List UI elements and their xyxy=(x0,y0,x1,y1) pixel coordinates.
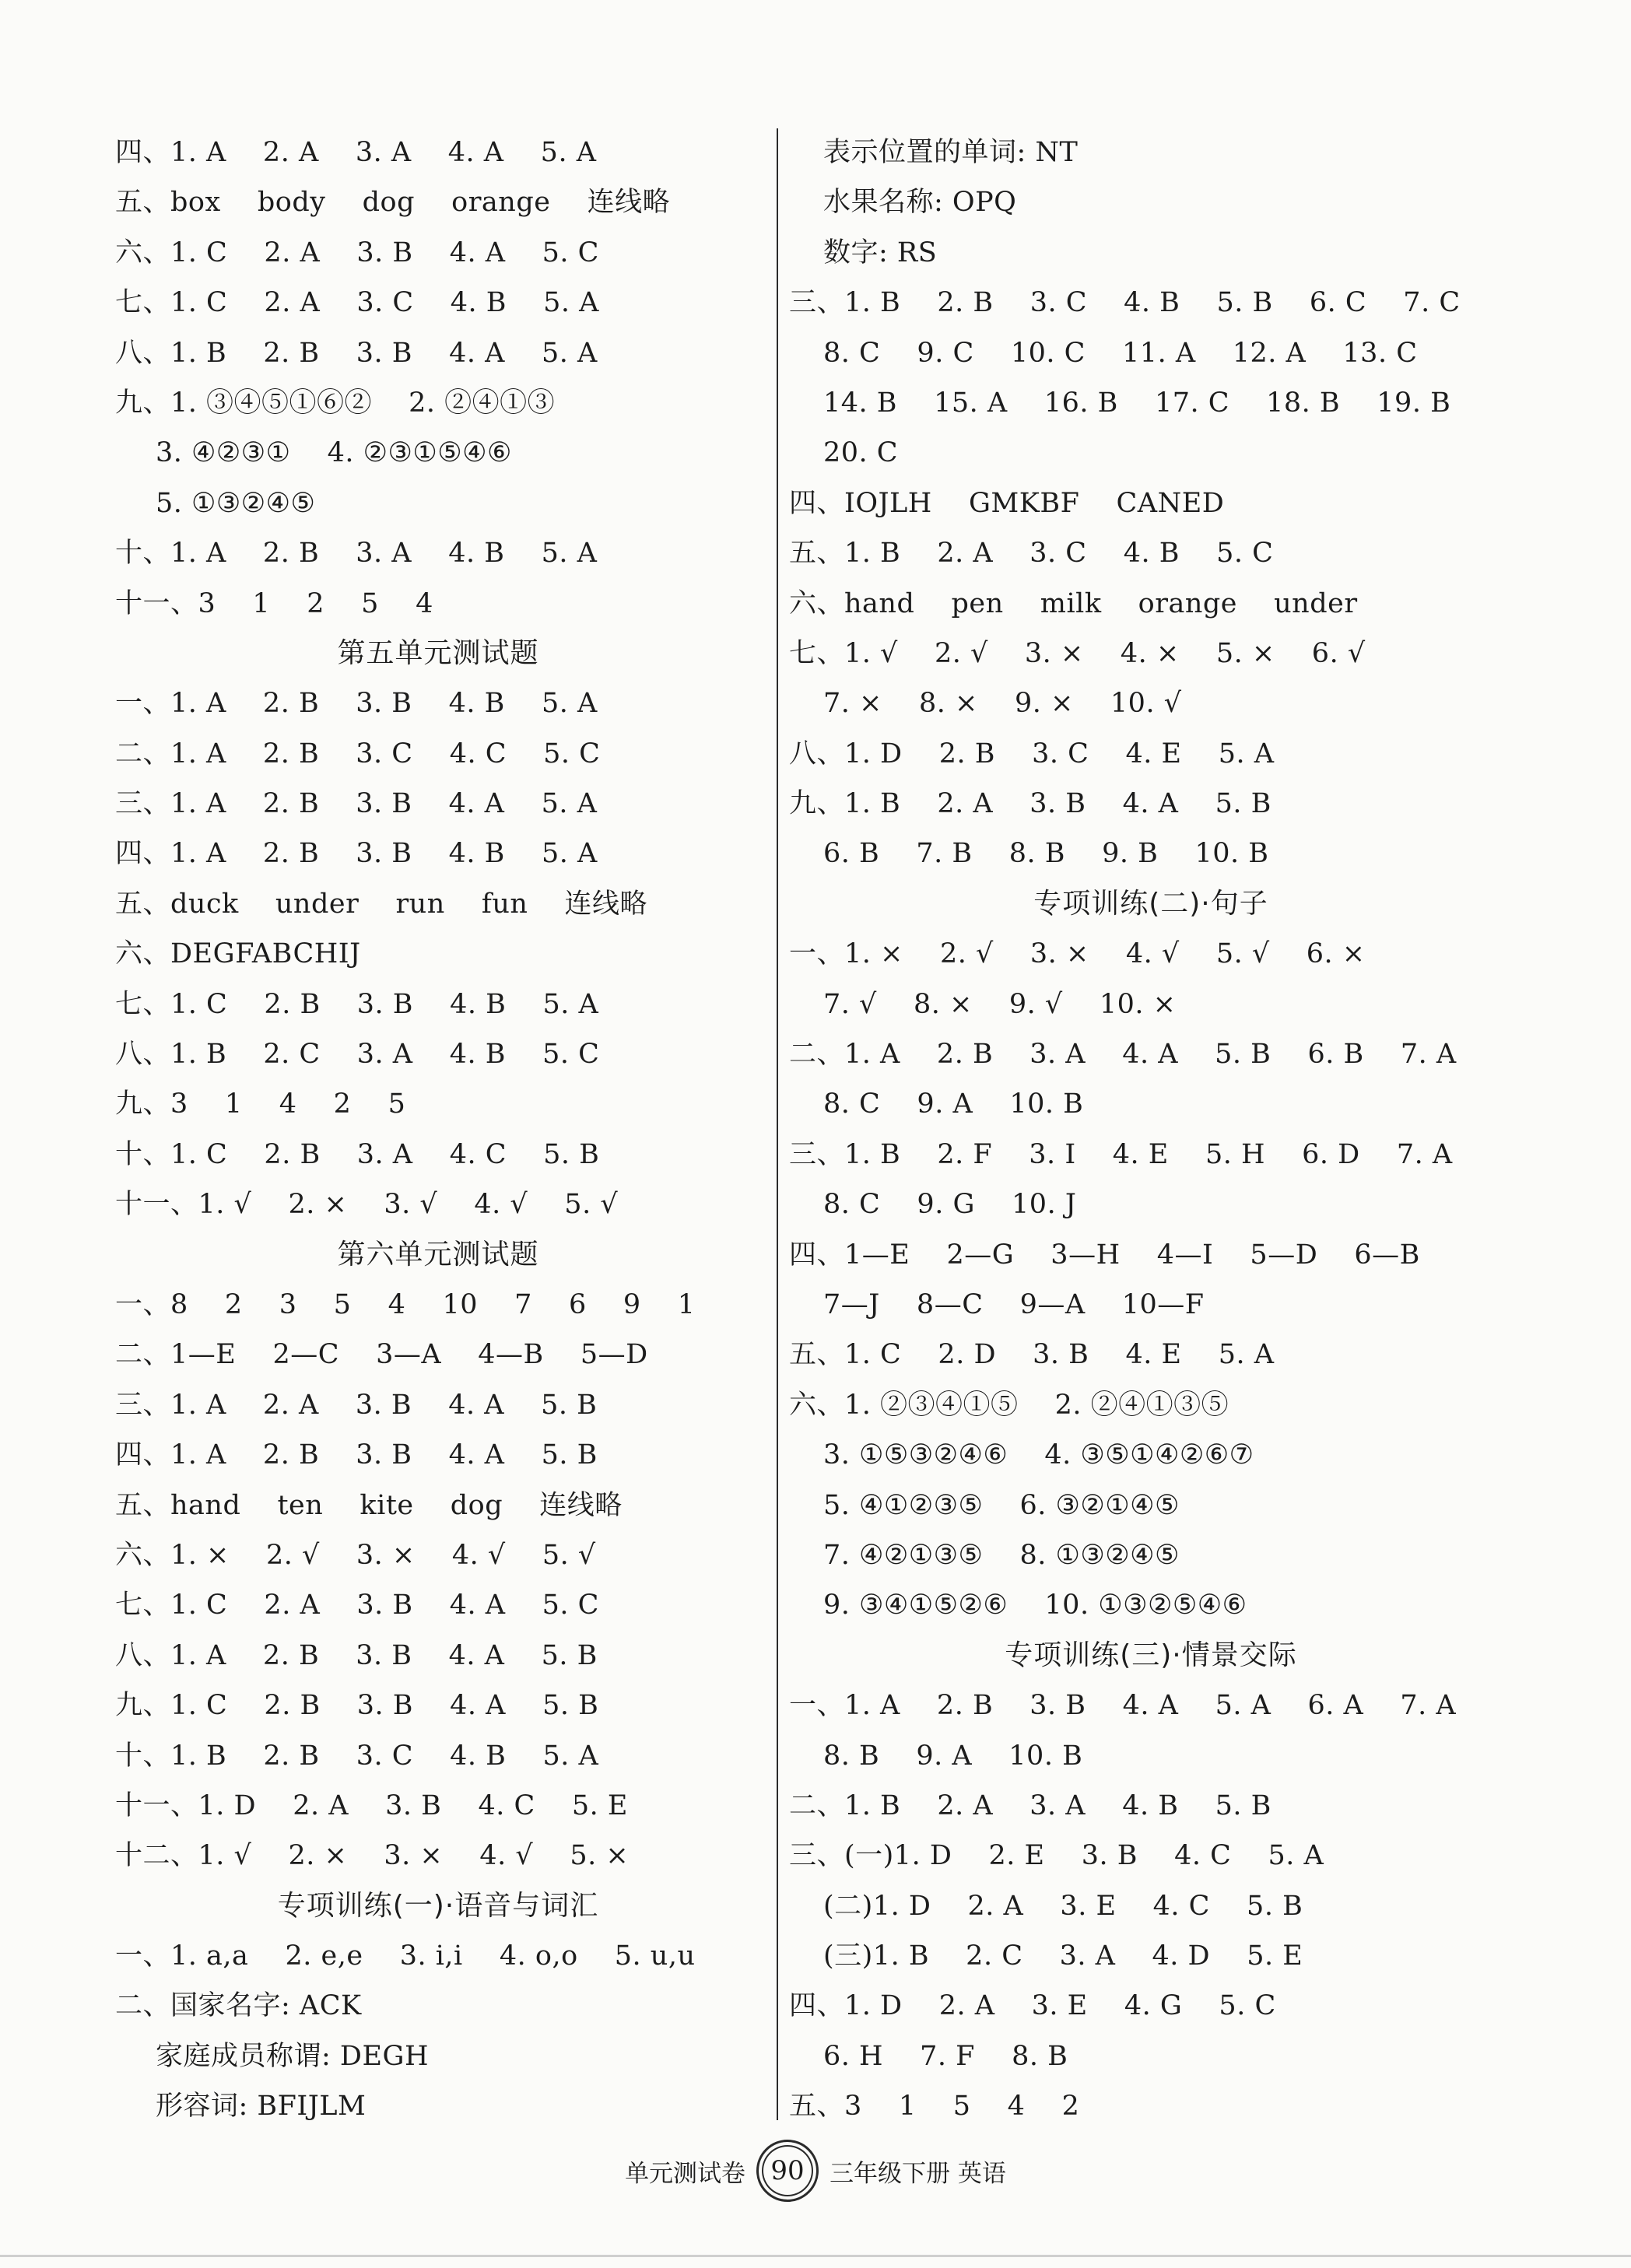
answer-line: 20. C xyxy=(823,437,899,469)
answer-line: 一、8 2 3 5 4 10 7 6 9 1 xyxy=(115,1288,696,1320)
answer-line: 十、1. C 2. B 3. A 4. C 5. B xyxy=(115,1138,600,1170)
section-heading: 第六单元测试题 xyxy=(337,1238,539,1271)
answer-line: 二、1. A 2. B 3. A 4. A 5. B 6. B 7. A xyxy=(789,1039,1457,1071)
answer-line: 二、1—E 2—C 3—A 4—B 5—D xyxy=(115,1339,648,1371)
section-heading: 专项训练(三)·情景交际 xyxy=(1005,1639,1297,1671)
answer-line: 八、1. B 2. C 3. A 4. B 5. C xyxy=(115,1039,600,1071)
answer-line: 7—J 8—C 9—A 10—F xyxy=(823,1288,1205,1320)
right-answer-column xyxy=(789,128,1513,2132)
answer-line: 十二、1. √ 2. × 3. × 4. √ 5. × xyxy=(115,1840,630,1872)
answer-line: 七、1. C 2. B 3. B 4. B 5. A xyxy=(115,988,599,1020)
answer-line: (三)1. B 2. C 3. A 4. D 5. E xyxy=(823,1940,1303,1972)
answer-line: 六、hand pen milk orange under xyxy=(789,587,1358,619)
answer-line: 三、1. B 2. F 3. I 4. E 5. H 6. D 7. A xyxy=(789,1138,1453,1170)
page-number-badge: 90 xyxy=(756,2140,819,2202)
answer-line: 七、1. C 2. A 3. C 4. B 5. A xyxy=(115,287,599,319)
answer-line: 水果名称: OPQ xyxy=(823,187,1017,219)
answer-line: 五、hand ten kite dog 连线略 xyxy=(115,1489,623,1521)
answer-line: 5. ①③②④⑤ xyxy=(156,487,316,519)
answer-line: 数字: RS xyxy=(823,237,938,268)
answer-line: 5. ④①②③⑤ 6. ③②①④⑤ xyxy=(823,1489,1180,1521)
answer-line: 表示位置的单词: NT xyxy=(823,137,1079,168)
answer-line: 八、1. D 2. B 3. C 4. E 5. A xyxy=(789,738,1275,769)
answer-line: 8. C 9. C 10. C 11. A 12. A 13. C xyxy=(823,337,1418,369)
answer-line: 六、1. C 2. A 3. B 4. A 5. C xyxy=(115,237,599,268)
answer-line: 十、1. B 2. B 3. C 4. B 5. A xyxy=(115,1740,599,1772)
answer-line: 四、1. D 2. A 3. E 4. G 5. C xyxy=(789,1990,1276,2022)
column-divider xyxy=(777,128,778,2120)
answer-line: 五、1. C 2. D 3. B 4. E 5. A xyxy=(789,1339,1275,1371)
answer-line: 家庭成员称谓: DEGH xyxy=(156,2040,430,2072)
answer-line: 四、IOJLH GMKBF CANED xyxy=(789,487,1225,519)
answer-line: 二、国家名字: ACK xyxy=(115,1990,362,2022)
answer-line: 9. ③④①⑤②⑥ 10. ①③②⑤④⑥ xyxy=(823,1590,1247,1621)
answer-line: 五、box body dog orange 连线略 xyxy=(115,187,671,219)
answer-line: 14. B 15. A 16. B 17. C 18. B 19. B xyxy=(823,387,1451,419)
answer-line: 八、1. B 2. B 3. B 4. A 5. A xyxy=(115,337,598,369)
answer-line: 6. B 7. B 8. B 9. B 10. B xyxy=(823,838,1269,870)
footer-book-title: 单元测试卷 xyxy=(625,2159,746,2188)
answer-line: 十、1. A 2. B 3. A 4. B 5. A xyxy=(115,538,598,570)
answer-line: 五、duck under run fun 连线略 xyxy=(115,888,648,920)
answer-line: 十一、1. √ 2. × 3. √ 4. √ 5. √ xyxy=(115,1189,619,1221)
answer-line: 六、1. ②③④①⑤ 2. ②④①③⑤ xyxy=(789,1389,1229,1421)
answer-line: 四、1. A 2. A 3. A 4. A 5. A xyxy=(115,137,597,168)
answer-line: 7. √ 8. × 9. √ 10. × xyxy=(823,988,1177,1020)
answer-line: 一、1. A 2. B 3. B 4. A 5. A 6. A 7. A xyxy=(789,1690,1457,1722)
answer-line: 3. ①⑤③②④⑥ 4. ③⑤①④②⑥⑦ xyxy=(823,1439,1254,1471)
answer-line: 三、1. B 2. B 3. C 4. B 5. B 6. C 7. C xyxy=(789,287,1461,319)
answer-line: 二、1. A 2. B 3. C 4. C 5. C xyxy=(115,738,601,769)
answer-line: 一、1. A 2. B 3. B 4. B 5. A xyxy=(115,688,598,720)
answer-line: 7. × 8. × 9. × 10. √ xyxy=(823,688,1182,720)
answer-line: 七、1. √ 2. √ 3. × 4. × 5. × 6. √ xyxy=(789,637,1366,669)
answer-line: 8. B 9. A 10. B xyxy=(823,1740,1083,1772)
answer-line: 四、1. A 2. B 3. B 4. B 5. A xyxy=(115,838,598,870)
section-heading: 专项训练(一)·语音与词汇 xyxy=(277,1889,599,1922)
answer-line: 五、1. B 2. A 3. C 4. B 5. C xyxy=(789,538,1274,570)
answer-line: 十一、3 1 2 5 4 xyxy=(115,587,433,619)
answer-line: 八、1. A 2. B 3. B 4. A 5. B xyxy=(115,1639,598,1671)
answer-line: 九、1. C 2. B 3. B 4. A 5. B xyxy=(115,1690,599,1722)
footer-grade-subject: 三年级下册 英语 xyxy=(830,2159,1006,2188)
answer-line: 二、1. B 2. A 3. A 4. B 5. B xyxy=(789,1790,1271,1821)
answer-line: 四、1. A 2. B 3. B 4. A 5. B xyxy=(115,1439,598,1471)
page-footer xyxy=(0,2136,1631,2206)
answer-line: 九、1. ③④⑤①⑥② 2. ②④①③ xyxy=(115,387,556,419)
answer-line: 一、1. a,a 2. e,e 3. i,i 4. o,o 5. u,u xyxy=(115,1940,696,1972)
answer-line: 九、3 1 4 2 5 xyxy=(115,1088,406,1120)
answer-line: 8. C 9. A 10. B xyxy=(823,1088,1084,1120)
answer-line: 形容词: BFIJLM xyxy=(156,2091,367,2123)
bottom-rule xyxy=(0,2255,1631,2257)
answer-line: 三、(一)1. D 2. E 3. B 4. C 5. A xyxy=(789,1840,1324,1872)
answer-line: 六、DEGFABCHIJ xyxy=(115,938,361,970)
answer-line: 九、1. B 2. A 3. B 4. A 5. B xyxy=(789,788,1271,820)
answer-line: 6. H 7. F 8. B xyxy=(823,2040,1068,2072)
left-answer-column xyxy=(115,128,761,2132)
answer-line: 三、1. A 2. B 3. B 4. A 5. A xyxy=(115,788,598,820)
section-heading: 专项训练(二)·句子 xyxy=(1033,887,1268,920)
answer-line: 十一、1. D 2. A 3. B 4. C 5. E xyxy=(115,1790,628,1821)
answer-line: 7. ④②①③⑤ 8. ①③②④⑤ xyxy=(823,1539,1180,1571)
answer-line: 8. C 9. G 10. J xyxy=(823,1189,1077,1221)
answer-line: 六、1. × 2. √ 3. × 4. √ 5. √ xyxy=(115,1539,596,1571)
answer-line: 三、1. A 2. A 3. B 4. A 5. B xyxy=(115,1389,598,1421)
answer-line: 一、1. × 2. √ 3. × 4. √ 5. √ 6. × xyxy=(789,938,1366,970)
answer-line: 五、3 1 5 4 2 xyxy=(789,2091,1080,2123)
answer-line: 3. ④②③① 4. ②③①⑤④⑥ xyxy=(156,437,512,469)
answer-line: 七、1. C 2. A 3. B 4. A 5. C xyxy=(115,1590,599,1621)
section-heading: 第五单元测试题 xyxy=(337,636,539,669)
answer-line: 四、1—E 2—G 3—H 4—I 5—D 6—B xyxy=(789,1239,1420,1271)
answer-line: (二)1. D 2. A 3. E 4. C 5. B xyxy=(823,1890,1303,1922)
